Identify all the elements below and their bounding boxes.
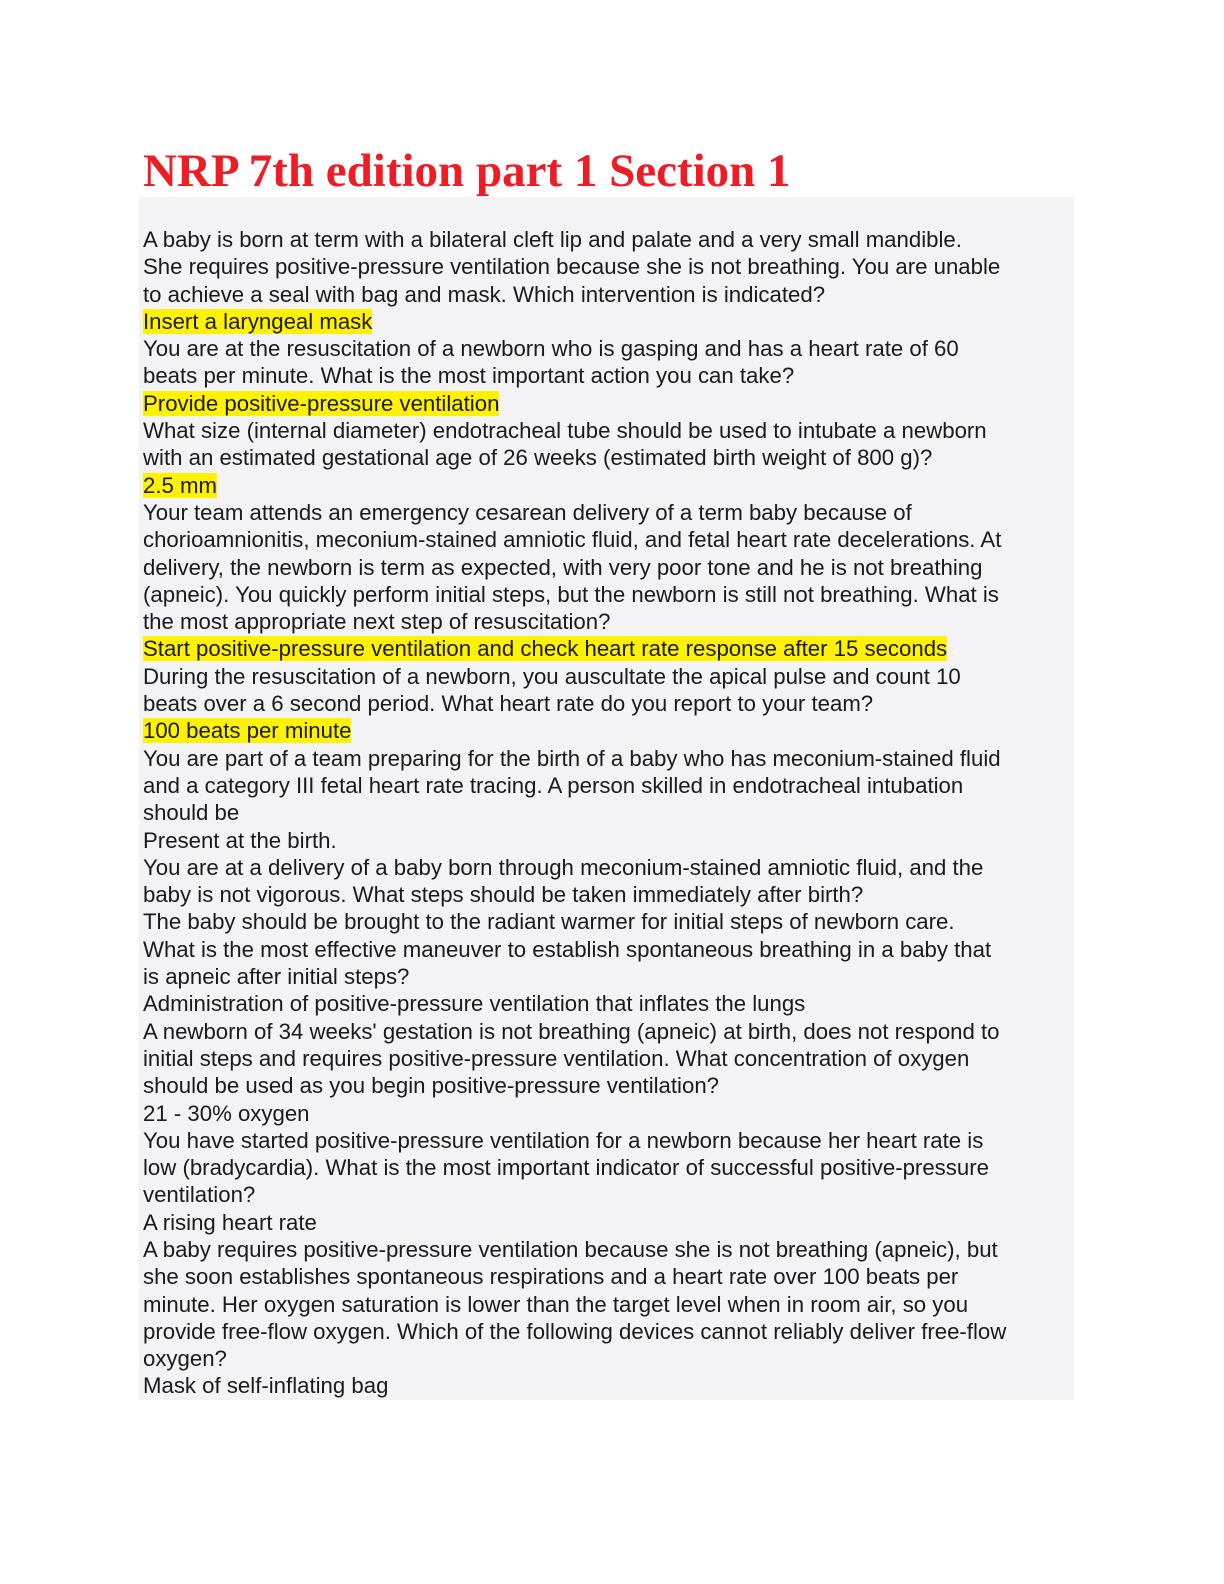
question-line-text: the most appropriate next step of resuscitation? [143, 609, 611, 635]
question-line-text: chorioamnionitis, meconium-stained amniotic fluid, and fetal heart rate decelerations. At [143, 527, 1002, 553]
question-line-text: baby is not vigorous. What steps should be taken immediately after birth? [143, 882, 864, 908]
question-line [143, 526, 1073, 553]
question-line [143, 963, 1073, 990]
question-line [143, 1072, 1073, 1099]
question-line [143, 554, 1073, 581]
answer-line [143, 990, 1073, 1017]
highlighted-answer-text: 100 beats per minute [143, 718, 352, 744]
question-line-text: provide free-flow oxygen. Which of the following devices cannot reliably deliver free-flow [143, 1318, 1007, 1344]
question-line [143, 1236, 1073, 1263]
question-answer-list [143, 226, 1073, 1400]
answer-line [143, 827, 1073, 854]
question-line [143, 881, 1073, 908]
question-line [143, 690, 1073, 717]
question-line [143, 1127, 1073, 1154]
question-line [143, 417, 1073, 444]
question-line-text: During the resuscitation of a newborn, you auscultate the apical pulse and count 10 [143, 663, 961, 689]
answer-text: A rising heart rate [143, 1209, 317, 1235]
question-line-text: should be [143, 800, 240, 826]
question-line-text: She requires positive-pressure ventilation because she is not breathing. You are unable [143, 254, 1001, 280]
question-line [143, 772, 1073, 799]
question-line [143, 1345, 1073, 1372]
question-line [143, 1263, 1073, 1290]
question-line-text: low (bradycardia). What is the most important indicator of successful positive-pressure [143, 1155, 989, 1181]
question-line-text: beats over a 6 second period. What heart rate do you report to your team? [143, 691, 874, 717]
answer-line [143, 308, 1073, 335]
question-line-text: with an estimated gestational age of 26 weeks (estimated birth weight of 800 g)? [143, 445, 933, 471]
highlighted-answer-text: Start positive-pressure ventilation and check heart rate response after 15 seconds [143, 636, 948, 662]
answer-text: 21 - 30% oxygen [143, 1100, 310, 1126]
question-line-text: and a category III fetal heart rate tracing. A person skilled in endotracheal intubation [143, 772, 964, 798]
answer-line [143, 1100, 1073, 1127]
question-line [143, 745, 1073, 772]
answer-line [143, 1209, 1073, 1236]
question-line-text: You are at a delivery of a baby born through meconium-stained amniotic fluid, and the [143, 854, 984, 880]
page-title: NRP 7th edition part 1 Section 1 [143, 145, 791, 197]
answer-line [143, 472, 1073, 499]
highlighted-answer-text: 2.5 mm [143, 472, 217, 498]
question-line [143, 1318, 1073, 1345]
question-line [143, 1181, 1073, 1208]
question-line-text: You are part of a team preparing for the birth of a baby who has meconium-stained fluid [143, 745, 1001, 771]
question-line-text: What size (internal diameter) endotracheal tube should be used to intubate a newborn [143, 418, 987, 444]
question-line-text: A baby is born at term with a bilateral cleft lip and palate and a very small mandible. [143, 227, 962, 252]
question-line-text: A newborn of 34 weeks' gestation is not breathing (apneic) at birth, does not respond to [143, 1018, 1000, 1044]
question-line [143, 936, 1073, 963]
answer-text: Mask of self-inflating bag [143, 1373, 389, 1399]
question-line-text: You have started positive-pressure ventilation for a newborn because her heart rate is [143, 1127, 984, 1153]
answer-text: Administration of positive-pressure ventilation that inflates the lungs [143, 991, 806, 1017]
answer-line [143, 717, 1073, 744]
question-line [143, 854, 1073, 881]
answer-text: The baby should be brought to the radiant warmer for initial steps of newborn care. [143, 909, 955, 935]
answer-line [143, 390, 1073, 417]
question-line-text: ventilation? [143, 1182, 256, 1208]
question-line-text: What is the most effective maneuver to establish spontaneous breathing in a baby that [143, 936, 992, 962]
question-line-text: minute. Her oxygen saturation is lower than the target level when in room air, so you [143, 1291, 969, 1317]
question-line [143, 1154, 1073, 1181]
question-line [143, 581, 1073, 608]
question-line [143, 799, 1073, 826]
highlighted-answer-text: Provide positive-pressure ventilation [143, 390, 500, 416]
question-line [143, 1045, 1073, 1072]
answer-line [143, 908, 1073, 935]
question-line [143, 444, 1073, 471]
answer-line [143, 635, 1073, 662]
question-line-text: delivery, the newborn is term as expected, with very poor tone and he is not breathing [143, 554, 983, 580]
answer-text: Present at the birth. [143, 827, 337, 853]
question-line [143, 226, 1073, 253]
question-line [143, 335, 1073, 362]
question-line-text: A baby requires positive-pressure ventilation because she is not breathing (apneic), but [143, 1236, 998, 1262]
question-line-text: to achieve a seal with bag and mask. Which intervention is indicated? [143, 281, 826, 307]
question-line-text: oxygen? [143, 1346, 227, 1372]
question-line [143, 253, 1073, 280]
question-line-text: beats per minute. What is the most important action you can take? [143, 363, 795, 389]
question-line-text: she soon establishes spontaneous respirations and a heart rate over 100 beats per [143, 1264, 959, 1290]
question-line [143, 663, 1073, 690]
question-line-text: should be used as you begin positive-pressure ventilation? [143, 1073, 720, 1099]
question-line-text: Your team attends an emergency cesarean delivery of a term baby because of [143, 499, 912, 525]
question-line [143, 1291, 1073, 1318]
answer-line [143, 1372, 1073, 1399]
question-line [143, 281, 1073, 308]
question-line-text: is apneic after initial steps? [143, 964, 410, 990]
question-line-text: You are at the resuscitation of a newborn who is gasping and has a heart rate of 60 [143, 336, 959, 362]
highlighted-answer-text: Insert a laryngeal mask [143, 308, 373, 334]
question-line [143, 1018, 1073, 1045]
question-line [143, 362, 1073, 389]
question-line [143, 608, 1073, 635]
question-line-text: (apneic). You quickly perform initial steps, but the newborn is still not breathing. What is [143, 581, 999, 607]
question-line [143, 499, 1073, 526]
question-line-text: initial steps and requires positive-pressure ventilation. What concentration of oxygen [143, 1045, 970, 1071]
